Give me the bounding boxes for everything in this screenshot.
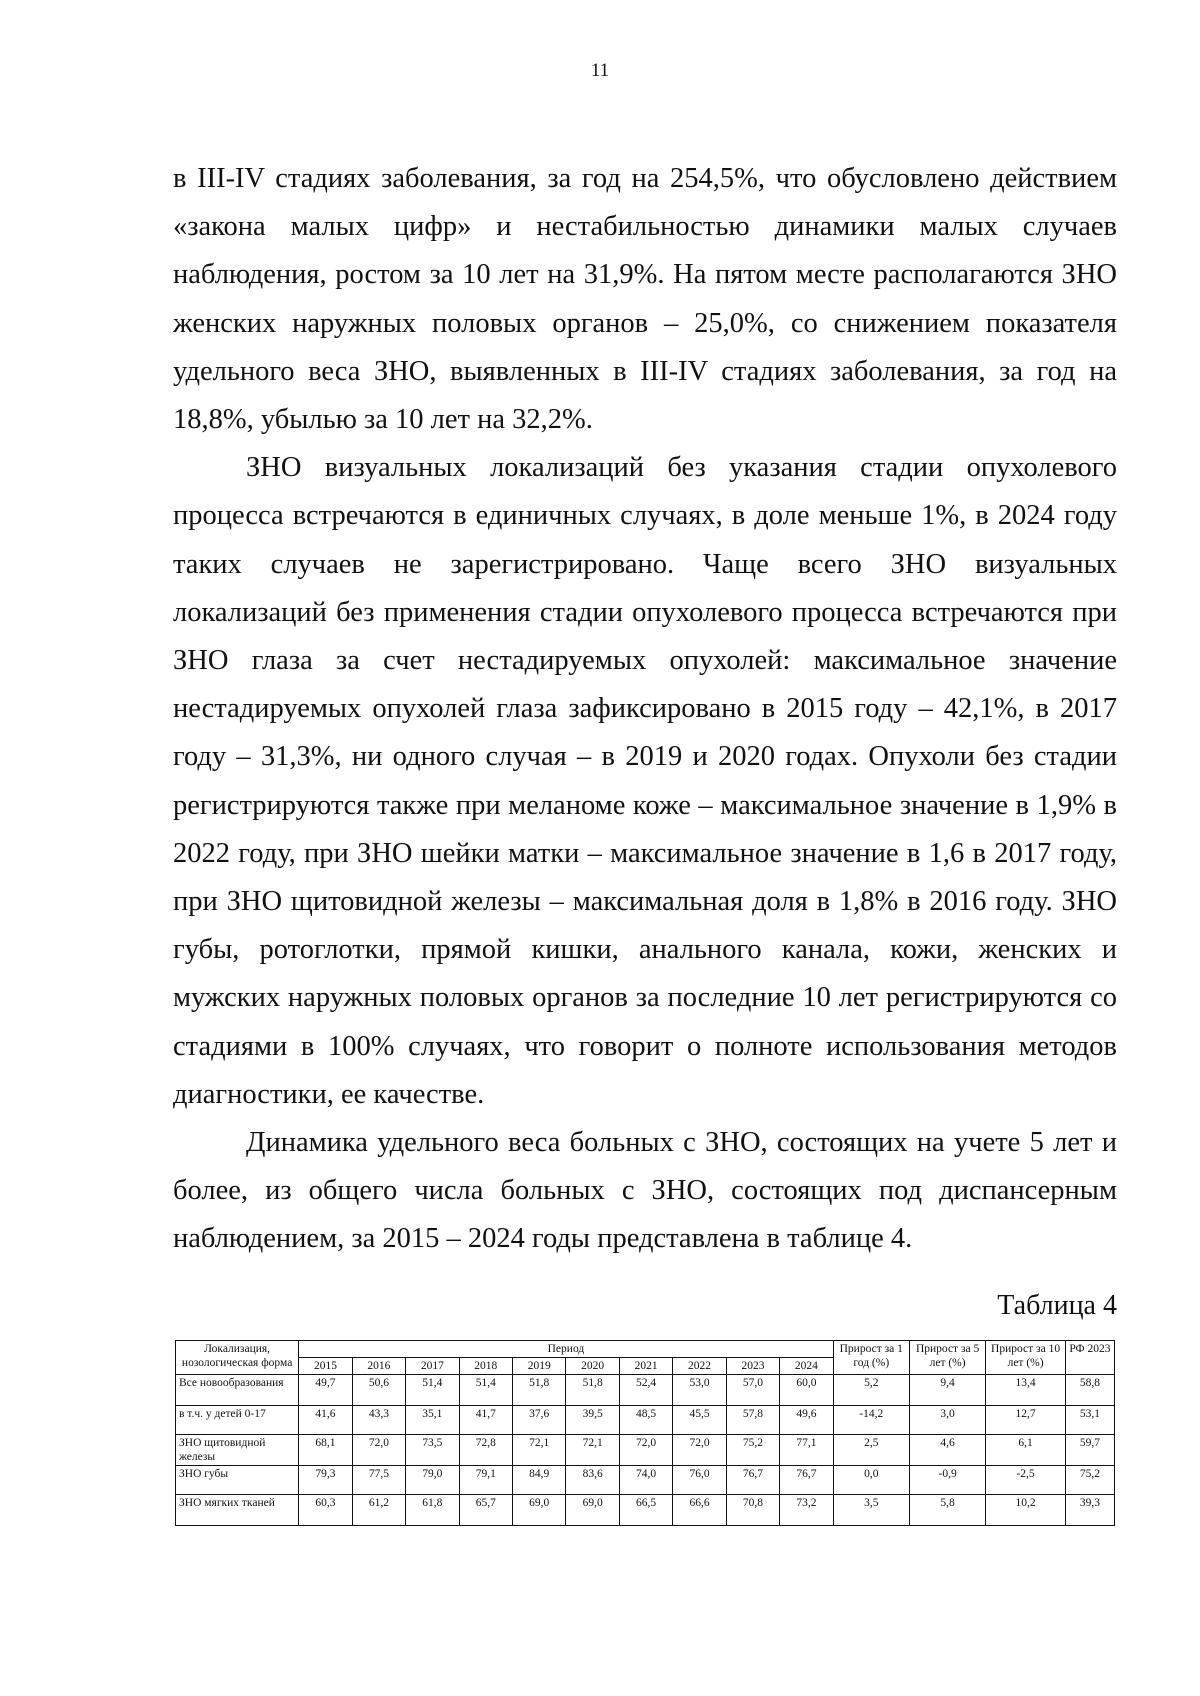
page-number: 11 (590, 60, 610, 81)
paragraph: Динамика удельного веса больных с ЗНО, состоящих на учете 5 лет и более, из общего числа больных с ЗНО, состоящих под диспансерным наблюдением, за 2015 – 2024 годы представлена в таблице 4. (173, 1127, 1117, 1255)
table-cell: 51,8 (566, 1375, 619, 1406)
table-cell: 51,8 (512, 1375, 565, 1406)
table-cell: 61,8 (406, 1495, 459, 1526)
paragraph: в III-IV стадиях заболевания, за год на 254,5%, что обусловлено действием «закона малых цифр» и нестабильностью динамики малых случаев наблюдения, ростом за 10 лет на 31,9%. На пятом месте располагаются ЗНО женских наружных половых органов – 25,0%, со снижением показателя удельного веса ЗНО, выявленных в III-IV стадиях заболевания, за год на 18,8%, убылью за 10 лет на 32,2%. (173, 163, 1117, 436)
table-cell: 45,5 (673, 1406, 726, 1435)
table-cell: 66,6 (673, 1495, 726, 1526)
row-label: ЗНО мягких тканей (176, 1495, 299, 1526)
rf-cell: 75,2 (1065, 1466, 1114, 1495)
table-cell: 84,9 (512, 1466, 565, 1495)
header-year: 2022 (673, 1358, 726, 1375)
table-cell: 72,8 (459, 1435, 512, 1466)
table-cell: 75,2 (726, 1435, 779, 1466)
table-cell: 37,6 (512, 1406, 565, 1435)
table-cell: 77,5 (352, 1466, 405, 1495)
growth-10-cell: 12,7 (986, 1406, 1066, 1435)
header-growth-1: Прирост за 1 год (%) (833, 1341, 909, 1375)
table-cell: 76,7 (780, 1466, 833, 1495)
header-year: 2019 (512, 1358, 565, 1375)
growth-1-cell: 0,0 (833, 1466, 909, 1495)
table-cell: 66,5 (619, 1495, 672, 1526)
rf-cell: 53,1 (1065, 1406, 1114, 1435)
growth-1-cell: 2,5 (833, 1435, 909, 1466)
header-year: 2016 (352, 1358, 405, 1375)
table-cell: 73,2 (780, 1495, 833, 1526)
growth-5-cell: -0,9 (909, 1466, 985, 1495)
table-cell: 83,6 (566, 1466, 619, 1495)
row-label: Все новообразования (176, 1375, 299, 1406)
table-cell: 41,6 (299, 1406, 352, 1435)
growth-5-cell: 3,0 (909, 1406, 985, 1435)
table-cell: 69,0 (566, 1495, 619, 1526)
table-cell: 76,0 (673, 1466, 726, 1495)
growth-10-cell: 10,2 (986, 1495, 1066, 1526)
table-cell: 49,6 (780, 1406, 833, 1435)
table-cell: 72,0 (673, 1435, 726, 1466)
paragraph: ЗНО визуальных локализаций без указания стадии опухолевого процесса встречаются в единичных случаях, в доле меньше 1%, в 2024 году таких случаев не зарегистрировано. Чаще всего ЗНО визуальных локализаций без применения стадии опухолевого процесса встречаются при ЗНО глаза за счет нестадируемых опухолей: максимальное значение нестадируемых опухолей глаза зафиксировано в 2015 году – 42,1%, в 2017 году – 31,3%, ни одного случая – в 2019 и 2020 годах. Опухоли без стадии регистрируются также при меланоме коже – максимальное значение в 1,9% в 2022 году, при ЗНО шейки матки – максимальное значение в 1,6 в 2017 году, при ЗНО щитовидной железы – максимальная доля в 1,8% в 2016 году. ЗНО губы, ротоглотки, прямой кишки, анального канала, кожи, женских и мужских наружных половых органов за последние 10 лет регистрируются со стадиями в 100% случаях, что говорит о полноте использования методов диагностики, ее качестве. (173, 452, 1117, 1110)
header-year: 2023 (726, 1358, 779, 1375)
growth-10-cell: 13,4 (986, 1375, 1066, 1406)
growth-5-cell: 5,8 (909, 1495, 985, 1526)
table-cell: 61,2 (352, 1495, 405, 1526)
row-label: ЗНО щитовидной железы (176, 1435, 299, 1466)
table-cell: 35,1 (406, 1406, 459, 1435)
table-cell: 60,3 (299, 1495, 352, 1526)
table-cell: 72,0 (619, 1435, 672, 1466)
table-cell: 50,6 (352, 1375, 405, 1406)
row-label: ЗНО губы (176, 1466, 299, 1495)
header-year: 2017 (406, 1358, 459, 1375)
growth-10-cell: -2,5 (986, 1466, 1066, 1495)
table-cell: 72,1 (566, 1435, 619, 1466)
table-cell: 72,1 (512, 1435, 565, 1466)
header-rf: РФ 2023 (1065, 1341, 1114, 1375)
table-cell: 48,5 (619, 1406, 672, 1435)
table-row (176, 1466, 1115, 1495)
table-cell: 68,1 (299, 1435, 352, 1466)
table-cell: 72,0 (352, 1435, 405, 1466)
table-row (176, 1495, 1115, 1526)
table-cell: 41,7 (459, 1406, 512, 1435)
table-row (176, 1406, 1115, 1435)
header-period: Период (299, 1341, 833, 1358)
header-year: 2024 (780, 1358, 833, 1375)
header-year: 2015 (299, 1358, 352, 1375)
growth-1-cell: -14,2 (833, 1406, 909, 1435)
table-cell: 70,8 (726, 1495, 779, 1526)
table-cell: 79,3 (299, 1466, 352, 1495)
table-cell: 39,5 (566, 1406, 619, 1435)
rf-cell: 59,7 (1065, 1435, 1114, 1466)
table-cell: 53,0 (673, 1375, 726, 1406)
table-cell: 76,7 (726, 1466, 779, 1495)
table-cell: 69,0 (512, 1495, 565, 1526)
table-cell: 57,0 (726, 1375, 779, 1406)
table-row (176, 1375, 1115, 1406)
growth-10-cell: 6,1 (986, 1435, 1066, 1466)
table-cell: 57,8 (726, 1406, 779, 1435)
growth-1-cell: 3,5 (833, 1495, 909, 1526)
header-year: 2018 (459, 1358, 512, 1375)
data-table (175, 1340, 1115, 1526)
header-growth-5: Прирост за 5 лет (%) (909, 1341, 985, 1375)
rf-cell: 58,8 (1065, 1375, 1114, 1406)
table-cell: 65,7 (459, 1495, 512, 1526)
table-caption: Таблица 4 (997, 1290, 1117, 1321)
table-cell: 79,1 (459, 1466, 512, 1495)
row-label: в т.ч. у детей 0-17 (176, 1406, 299, 1435)
table-cell: 74,0 (619, 1466, 672, 1495)
table-cell: 73,5 (406, 1435, 459, 1466)
header-year: 2021 (619, 1358, 672, 1375)
table-cell: 60,0 (780, 1375, 833, 1406)
header-year: 2020 (566, 1358, 619, 1375)
table-cell: 51,4 (459, 1375, 512, 1406)
growth-5-cell: 9,4 (909, 1375, 985, 1406)
table-row (176, 1435, 1115, 1466)
growth-1-cell: 5,2 (833, 1375, 909, 1406)
growth-5-cell: 4,6 (909, 1435, 985, 1466)
header-growth-10: Прирост за 10 лет (%) (986, 1341, 1066, 1375)
table-cell: 51,4 (406, 1375, 459, 1406)
table-cell: 49,7 (299, 1375, 352, 1406)
table-cell: 77,1 (780, 1435, 833, 1466)
table-cell: 52,4 (619, 1375, 672, 1406)
body-text (173, 155, 1117, 1264)
header-localization: Локализация, нозологическая форма (176, 1341, 299, 1375)
rf-cell: 39,3 (1065, 1495, 1114, 1526)
table-cell: 43,3 (352, 1406, 405, 1435)
table-cell: 79,0 (406, 1466, 459, 1495)
